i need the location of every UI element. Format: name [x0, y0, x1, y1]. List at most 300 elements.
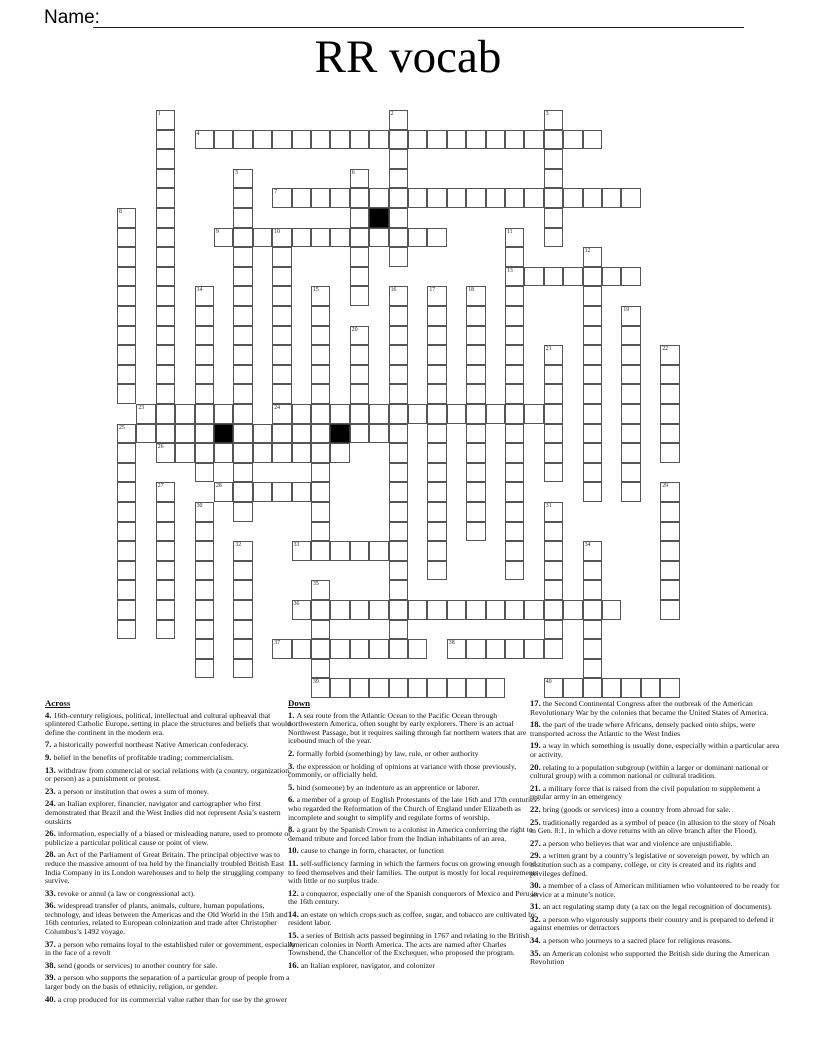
grid-cell[interactable] [311, 365, 330, 385]
grid-cell[interactable] [292, 443, 311, 463]
grid-cell[interactable] [389, 463, 408, 483]
grid-cell[interactable] [641, 678, 660, 698]
grid-cell[interactable] [505, 639, 524, 659]
grid-cell[interactable] [544, 561, 563, 581]
grid-cell[interactable] [660, 404, 679, 424]
grid-cell[interactable] [233, 384, 252, 404]
grid-cell[interactable] [660, 502, 679, 522]
grid-cell[interactable] [233, 659, 252, 679]
grid-cell[interactable] [466, 326, 485, 346]
grid-cell[interactable] [117, 620, 136, 640]
grid-cell[interactable] [544, 267, 563, 287]
grid-cell[interactable] [583, 443, 602, 463]
grid-cell[interactable] [195, 384, 214, 404]
grid-cell[interactable] [156, 404, 175, 424]
grid-cell[interactable] [427, 522, 446, 542]
grid-cell[interactable] [389, 502, 408, 522]
grid-cell[interactable] [311, 424, 330, 444]
grid-cell[interactable] [660, 541, 679, 561]
grid-cell[interactable] [233, 443, 252, 463]
grid-cell[interactable] [330, 443, 349, 463]
grid-cell[interactable] [427, 443, 446, 463]
grid-cell[interactable] [233, 228, 252, 248]
grid-cell[interactable] [660, 522, 679, 542]
grid-cell[interactable] [233, 620, 252, 640]
grid-cell[interactable] [544, 580, 563, 600]
grid-cell[interactable] [233, 208, 252, 228]
grid-cell[interactable] [156, 306, 175, 326]
grid-cell[interactable] [350, 404, 369, 424]
grid-cell[interactable] [350, 424, 369, 444]
grid-cell[interactable] [272, 482, 291, 502]
grid-cell[interactable] [505, 600, 524, 620]
grid-cell[interactable] [466, 639, 485, 659]
grid-cell[interactable] [350, 365, 369, 385]
grid-cell[interactable] [117, 424, 136, 444]
grid-cell[interactable] [175, 404, 194, 424]
grid-cell[interactable] [156, 580, 175, 600]
grid-cell[interactable] [544, 522, 563, 542]
grid-cell[interactable] [214, 443, 233, 463]
grid-cell[interactable] [233, 580, 252, 600]
grid-cell[interactable] [195, 522, 214, 542]
grid-cell[interactable] [544, 404, 563, 424]
grid-cell[interactable] [369, 541, 388, 561]
grid-cell[interactable] [350, 345, 369, 365]
grid-cell[interactable] [156, 286, 175, 306]
grid-cell[interactable] [427, 345, 446, 365]
grid-cell[interactable] [544, 443, 563, 463]
grid-cell[interactable] [195, 541, 214, 561]
grid-cell[interactable] [389, 522, 408, 542]
grid-cell[interactable] [505, 247, 524, 267]
grid-cell[interactable] [272, 267, 291, 287]
grid-cell[interactable] [311, 502, 330, 522]
grid-cell[interactable] [117, 580, 136, 600]
grid-cell[interactable] [660, 384, 679, 404]
grid-cell[interactable] [233, 541, 252, 561]
grid-cell[interactable] [621, 306, 640, 326]
grid-cell[interactable] [117, 522, 136, 542]
grid-cell[interactable] [272, 130, 291, 150]
grid-cell[interactable] [583, 384, 602, 404]
grid-cell[interactable] [621, 424, 640, 444]
grid-cell[interactable] [253, 424, 272, 444]
grid-cell[interactable] [195, 365, 214, 385]
grid-cell[interactable] [272, 639, 291, 659]
grid-cell[interactable] [524, 188, 543, 208]
grid-cell[interactable] [233, 463, 252, 483]
grid-cell[interactable] [233, 404, 252, 424]
grid-cell[interactable] [583, 306, 602, 326]
grid-cell[interactable] [136, 404, 155, 424]
grid-cell[interactable] [117, 247, 136, 267]
grid-cell[interactable] [486, 130, 505, 150]
grid-cell[interactable] [233, 639, 252, 659]
grid-cell[interactable] [330, 541, 349, 561]
grid-cell[interactable] [311, 659, 330, 679]
grid-cell[interactable] [389, 404, 408, 424]
grid-cell[interactable] [447, 600, 466, 620]
grid-cell[interactable] [156, 149, 175, 169]
grid-cell[interactable] [330, 600, 349, 620]
grid-cell[interactable] [117, 482, 136, 502]
grid-cell[interactable] [311, 404, 330, 424]
grid-cell[interactable] [563, 678, 582, 698]
grid-cell[interactable] [195, 620, 214, 640]
grid-cell[interactable] [117, 541, 136, 561]
grid-cell[interactable] [214, 130, 233, 150]
grid-cell[interactable] [311, 463, 330, 483]
grid-cell[interactable] [175, 424, 194, 444]
grid-cell[interactable] [350, 541, 369, 561]
grid-cell[interactable] [311, 600, 330, 620]
grid-cell[interactable] [524, 130, 543, 150]
grid-cell[interactable] [563, 600, 582, 620]
grid-cell[interactable] [466, 463, 485, 483]
grid-cell[interactable] [408, 678, 427, 698]
grid-cell[interactable] [311, 639, 330, 659]
grid-cell[interactable] [583, 130, 602, 150]
grid-cell[interactable] [292, 188, 311, 208]
grid-cell[interactable] [447, 678, 466, 698]
grid-cell[interactable] [544, 110, 563, 130]
grid-cell[interactable] [311, 326, 330, 346]
grid-cell[interactable] [330, 188, 349, 208]
grid-cell[interactable] [427, 561, 446, 581]
grid-cell[interactable] [272, 424, 291, 444]
grid-cell[interactable] [660, 345, 679, 365]
grid-cell[interactable] [175, 443, 194, 463]
grid-cell[interactable] [233, 326, 252, 346]
grid-cell[interactable] [311, 286, 330, 306]
grid-cell[interactable] [427, 482, 446, 502]
grid-cell[interactable] [583, 482, 602, 502]
grid-cell[interactable] [486, 639, 505, 659]
grid-cell[interactable] [117, 306, 136, 326]
grid-cell[interactable] [621, 326, 640, 346]
grid-cell[interactable] [272, 404, 291, 424]
grid-cell[interactable] [389, 130, 408, 150]
grid-cell[interactable] [117, 228, 136, 248]
grid-cell[interactable] [524, 267, 543, 287]
grid-cell[interactable] [311, 228, 330, 248]
grid-cell[interactable] [544, 365, 563, 385]
grid-cell[interactable] [660, 424, 679, 444]
grid-cell[interactable] [408, 404, 427, 424]
grid-cell[interactable] [427, 404, 446, 424]
grid-cell[interactable] [195, 639, 214, 659]
grid-cell[interactable] [544, 188, 563, 208]
grid-cell[interactable] [156, 482, 175, 502]
grid-cell[interactable] [330, 678, 349, 698]
grid-cell[interactable] [486, 188, 505, 208]
grid-cell[interactable] [563, 130, 582, 150]
grid-cell[interactable] [505, 541, 524, 561]
grid-cell[interactable] [214, 482, 233, 502]
grid-cell[interactable] [272, 228, 291, 248]
grid-cell[interactable] [292, 424, 311, 444]
grid-cell[interactable] [466, 345, 485, 365]
grid-cell[interactable] [156, 384, 175, 404]
grid-cell[interactable] [583, 580, 602, 600]
grid-cell[interactable] [311, 482, 330, 502]
grid-cell[interactable] [117, 286, 136, 306]
grid-cell[interactable] [195, 659, 214, 679]
grid-cell[interactable] [427, 541, 446, 561]
grid-cell[interactable] [389, 306, 408, 326]
grid-cell[interactable] [311, 384, 330, 404]
grid-cell[interactable] [195, 502, 214, 522]
grid-cell[interactable] [466, 424, 485, 444]
grid-cell[interactable] [350, 639, 369, 659]
grid-cell[interactable] [621, 678, 640, 698]
grid-cell[interactable] [350, 247, 369, 267]
grid-cell[interactable] [253, 228, 272, 248]
grid-cell[interactable] [660, 580, 679, 600]
grid-cell[interactable] [427, 600, 446, 620]
grid-cell[interactable] [447, 188, 466, 208]
grid-cell[interactable] [292, 228, 311, 248]
grid-cell[interactable] [156, 443, 175, 463]
grid-cell[interactable] [117, 365, 136, 385]
grid-cell[interactable] [583, 639, 602, 659]
grid-cell[interactable] [466, 502, 485, 522]
grid-cell[interactable] [505, 365, 524, 385]
grid-cell[interactable] [447, 639, 466, 659]
grid-cell[interactable] [214, 404, 233, 424]
grid-cell[interactable] [447, 404, 466, 424]
grid-cell[interactable] [195, 130, 214, 150]
grid-cell[interactable] [544, 620, 563, 640]
grid-cell[interactable] [156, 522, 175, 542]
grid-cell[interactable] [292, 404, 311, 424]
grid-cell[interactable] [156, 541, 175, 561]
grid-cell[interactable] [427, 130, 446, 150]
grid-cell[interactable] [272, 384, 291, 404]
grid-cell[interactable] [466, 443, 485, 463]
grid-cell[interactable] [621, 404, 640, 424]
grid-cell[interactable] [195, 561, 214, 581]
grid-cell[interactable] [505, 404, 524, 424]
grid-cell[interactable] [233, 482, 252, 502]
grid-cell[interactable] [156, 326, 175, 346]
grid-cell[interactable] [583, 463, 602, 483]
grid-cell[interactable] [330, 404, 349, 424]
grid-cell[interactable] [505, 267, 524, 287]
grid-cell[interactable] [156, 267, 175, 287]
grid-cell[interactable] [272, 365, 291, 385]
grid-cell[interactable] [602, 267, 621, 287]
grid-cell[interactable] [389, 286, 408, 306]
grid-cell[interactable] [583, 326, 602, 346]
grid-cell[interactable] [427, 502, 446, 522]
grid-cell[interactable] [583, 345, 602, 365]
grid-cell[interactable] [389, 384, 408, 404]
grid-cell[interactable] [117, 600, 136, 620]
grid-cell[interactable] [272, 247, 291, 267]
grid-cell[interactable] [233, 286, 252, 306]
grid-cell[interactable] [311, 541, 330, 561]
grid-cell[interactable] [466, 188, 485, 208]
grid-cell[interactable] [427, 286, 446, 306]
grid-cell[interactable] [195, 345, 214, 365]
grid-cell[interactable] [660, 600, 679, 620]
grid-cell[interactable] [544, 424, 563, 444]
grid-cell[interactable] [466, 130, 485, 150]
grid-cell[interactable] [408, 600, 427, 620]
grid-cell[interactable] [156, 345, 175, 365]
grid-cell[interactable] [505, 443, 524, 463]
grid-cell[interactable] [195, 424, 214, 444]
grid-cell[interactable] [505, 130, 524, 150]
grid-cell[interactable] [583, 600, 602, 620]
grid-cell[interactable] [466, 600, 485, 620]
grid-cell[interactable] [330, 639, 349, 659]
grid-cell[interactable] [466, 404, 485, 424]
grid-cell[interactable] [350, 286, 369, 306]
grid-cell[interactable] [195, 404, 214, 424]
grid-cell[interactable] [350, 130, 369, 150]
grid-cell[interactable] [583, 424, 602, 444]
grid-cell[interactable] [621, 267, 640, 287]
grid-cell[interactable] [505, 482, 524, 502]
grid-cell[interactable] [505, 561, 524, 581]
grid-cell[interactable] [389, 345, 408, 365]
grid-cell[interactable] [602, 678, 621, 698]
grid-cell[interactable] [156, 620, 175, 640]
grid-cell[interactable] [466, 365, 485, 385]
grid-cell[interactable] [156, 188, 175, 208]
grid-cell[interactable] [427, 306, 446, 326]
grid-cell[interactable] [117, 502, 136, 522]
grid-cell[interactable] [156, 561, 175, 581]
grid-cell[interactable] [544, 639, 563, 659]
grid-cell[interactable] [563, 188, 582, 208]
grid-cell[interactable] [195, 326, 214, 346]
grid-cell[interactable] [389, 639, 408, 659]
grid-cell[interactable] [466, 306, 485, 326]
grid-cell[interactable] [233, 169, 252, 189]
grid-cell[interactable] [505, 522, 524, 542]
grid-cell[interactable] [505, 286, 524, 306]
grid-cell[interactable] [272, 326, 291, 346]
grid-cell[interactable] [369, 424, 388, 444]
grid-cell[interactable] [272, 188, 291, 208]
grid-cell[interactable] [660, 443, 679, 463]
grid-cell[interactable] [544, 208, 563, 228]
grid-cell[interactable] [505, 345, 524, 365]
grid-cell[interactable] [486, 678, 505, 698]
grid-cell[interactable] [369, 130, 388, 150]
grid-cell[interactable] [660, 678, 679, 698]
grid-cell[interactable] [544, 463, 563, 483]
grid-cell[interactable] [350, 267, 369, 287]
grid-cell[interactable] [156, 600, 175, 620]
grid-cell[interactable] [233, 130, 252, 150]
grid-cell[interactable] [350, 384, 369, 404]
grid-cell[interactable] [233, 365, 252, 385]
grid-cell[interactable] [583, 286, 602, 306]
grid-cell[interactable] [583, 678, 602, 698]
grid-cell[interactable] [583, 188, 602, 208]
grid-cell[interactable] [505, 502, 524, 522]
grid-cell[interactable] [311, 522, 330, 542]
grid-cell[interactable] [233, 561, 252, 581]
grid-cell[interactable] [660, 482, 679, 502]
grid-cell[interactable] [311, 130, 330, 150]
grid-cell[interactable] [583, 247, 602, 267]
grid-cell[interactable] [233, 600, 252, 620]
grid-cell[interactable] [350, 678, 369, 698]
grid-cell[interactable] [330, 228, 349, 248]
grid-cell[interactable] [292, 541, 311, 561]
grid-cell[interactable] [505, 424, 524, 444]
grid-cell[interactable] [253, 443, 272, 463]
grid-cell[interactable] [311, 580, 330, 600]
grid-cell[interactable] [544, 502, 563, 522]
grid-cell[interactable] [427, 188, 446, 208]
grid-cell[interactable] [389, 424, 408, 444]
grid-cell[interactable] [621, 345, 640, 365]
grid-cell[interactable] [156, 247, 175, 267]
grid-cell[interactable] [233, 267, 252, 287]
grid-cell[interactable] [505, 384, 524, 404]
grid-cell[interactable] [389, 600, 408, 620]
grid-cell[interactable] [233, 188, 252, 208]
grid-cell[interactable] [505, 228, 524, 248]
grid-cell[interactable] [330, 130, 349, 150]
grid-cell[interactable] [156, 424, 175, 444]
grid-cell[interactable] [350, 326, 369, 346]
grid-cell[interactable] [505, 188, 524, 208]
grid-cell[interactable] [427, 678, 446, 698]
grid-cell[interactable] [195, 463, 214, 483]
grid-cell[interactable] [156, 110, 175, 130]
grid-cell[interactable] [350, 600, 369, 620]
grid-cell[interactable] [369, 188, 388, 208]
grid-cell[interactable] [156, 130, 175, 150]
grid-cell[interactable] [195, 286, 214, 306]
grid-cell[interactable] [117, 384, 136, 404]
grid-cell[interactable] [427, 326, 446, 346]
grid-cell[interactable] [389, 149, 408, 169]
grid-cell[interactable] [621, 482, 640, 502]
grid-cell[interactable] [583, 404, 602, 424]
grid-cell[interactable] [272, 345, 291, 365]
grid-cell[interactable] [524, 600, 543, 620]
grid-cell[interactable] [621, 463, 640, 483]
grid-cell[interactable] [544, 149, 563, 169]
grid-cell[interactable] [621, 365, 640, 385]
grid-cell[interactable] [350, 228, 369, 248]
grid-cell[interactable] [621, 188, 640, 208]
grid-cell[interactable] [505, 306, 524, 326]
grid-cell[interactable] [466, 522, 485, 542]
grid-cell[interactable] [524, 639, 543, 659]
grid-cell[interactable] [408, 228, 427, 248]
grid-cell[interactable] [563, 267, 582, 287]
grid-cell[interactable] [583, 365, 602, 385]
grid-cell[interactable] [389, 482, 408, 502]
grid-cell[interactable] [544, 345, 563, 365]
grid-cell[interactable] [389, 365, 408, 385]
grid-cell[interactable] [427, 228, 446, 248]
grid-cell[interactable] [311, 620, 330, 640]
grid-cell[interactable] [311, 306, 330, 326]
grid-cell[interactable] [427, 424, 446, 444]
grid-cell[interactable] [272, 306, 291, 326]
